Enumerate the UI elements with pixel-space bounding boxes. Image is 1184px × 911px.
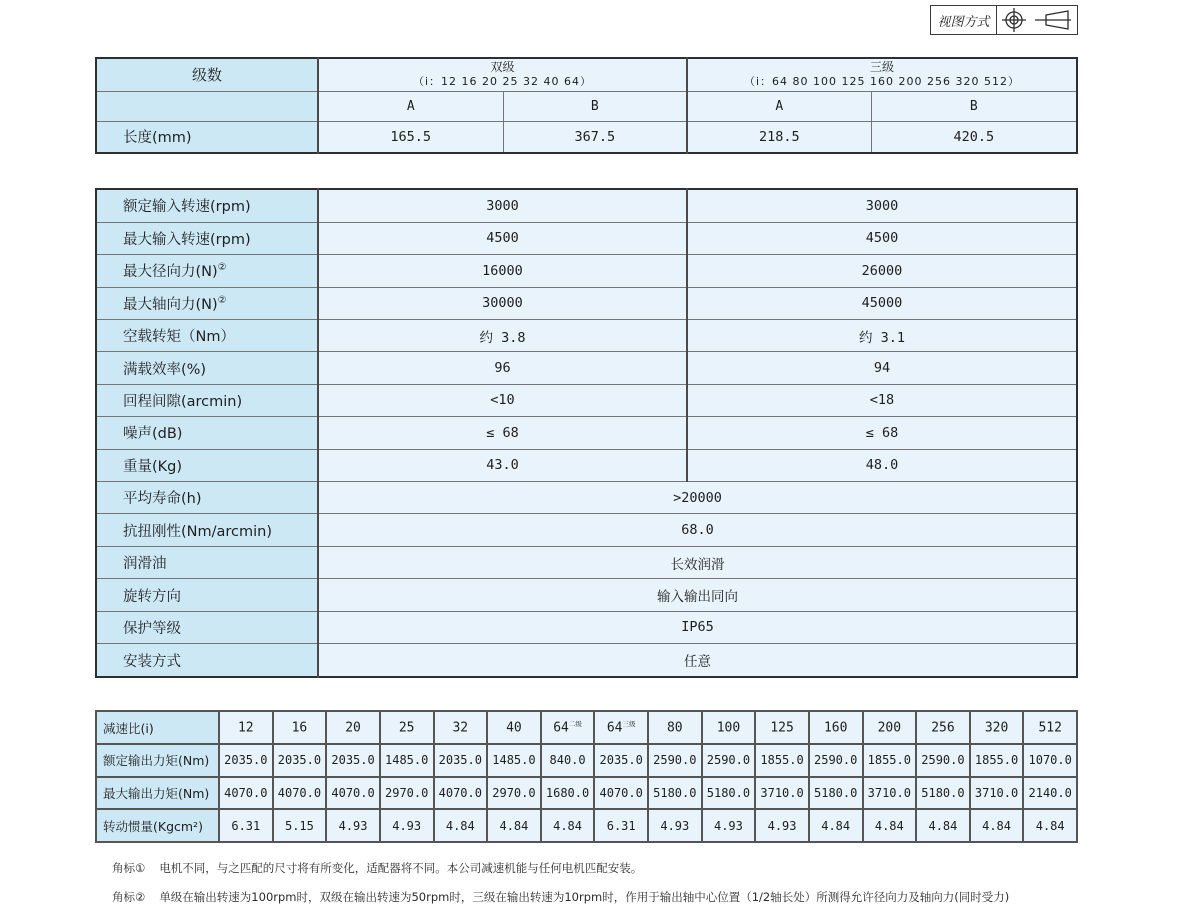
ratio-col-header bbox=[380, 711, 434, 744]
double-stage-value: 43.0 bbox=[318, 449, 687, 481]
torque-cell: 2590.0 bbox=[809, 744, 863, 777]
footnote-text: 电机不同，与之匹配的尺寸将有所变化，适配器将不同。本公司减速机能与任何电机匹配安装。 bbox=[159, 861, 643, 875]
row-label: 空载转矩（Nm） bbox=[123, 329, 235, 346]
table-row bbox=[96, 417, 1077, 449]
table-row bbox=[96, 222, 1077, 254]
projection-frustum-icon[interactable] bbox=[1035, 8, 1073, 32]
footnote-2 bbox=[112, 883, 1009, 911]
ratio-header-label-cell: 减速比(i) bbox=[96, 711, 219, 744]
double-stage-value: 16000 bbox=[318, 255, 687, 287]
triple-stage-header-cell bbox=[687, 58, 1077, 91]
group-ratio-list: （i：12 16 20 25 32 40 64） bbox=[413, 75, 593, 89]
inertia-cell: 4.84 bbox=[434, 809, 488, 842]
footnote-1 bbox=[112, 854, 1009, 883]
full-span-value: 任意 bbox=[318, 644, 1077, 677]
torque-cell: 2035.0 bbox=[594, 744, 648, 777]
label-superscript: ② bbox=[217, 294, 227, 306]
group-ratio-list: （i：64 80 100 125 160 200 256 320 512） bbox=[744, 75, 1020, 89]
ratio-col-header bbox=[809, 711, 863, 744]
inertia-cell: 5.15 bbox=[273, 809, 327, 842]
footnote-tag: 角标② bbox=[112, 890, 146, 904]
inertia-cell: 4.84 bbox=[1023, 809, 1077, 842]
row-label: 额定输入转速(rpm) bbox=[123, 199, 251, 216]
row-label: 最大径向力(N) bbox=[123, 264, 218, 281]
inertia-cell: 6.31 bbox=[219, 809, 273, 842]
inertia-cell: 4.93 bbox=[648, 809, 702, 842]
torque-cell: 2590.0 bbox=[916, 744, 970, 777]
ratio-value: 32 bbox=[452, 720, 469, 736]
empty-label-cell bbox=[96, 91, 318, 121]
row-label: 噪声(dB) bbox=[123, 426, 183, 443]
double-stage-value: 约 3.8 bbox=[318, 319, 687, 351]
inertia-cell: 4.84 bbox=[487, 809, 541, 842]
full-span-value: >20000 bbox=[318, 482, 1077, 514]
torque-cell: 4070.0 bbox=[326, 777, 380, 810]
ratio-col-header bbox=[594, 711, 648, 744]
table-row bbox=[96, 189, 1077, 222]
double-stage-value: ≤ 68 bbox=[318, 417, 687, 449]
torque-cell: 4070.0 bbox=[594, 777, 648, 810]
torque-cell: 3710.0 bbox=[970, 777, 1024, 810]
ratio-value: 125 bbox=[770, 720, 794, 736]
ratio-value: 20 bbox=[345, 720, 361, 736]
ratio-value: 256 bbox=[931, 720, 955, 736]
row-label-cell: 保护等级 bbox=[96, 611, 318, 643]
double-stage-header-cell bbox=[318, 58, 687, 91]
row-label-cell: 抗扭刚性(Nm/arcmin) bbox=[96, 514, 318, 546]
table-row bbox=[96, 579, 1077, 611]
footnote-text: 单级在输出转速为100rpm时，双级在输出转速为50rpm时，三级在输出转速为10rpm时，作用于输出轴中心位置（1/2轴长处）所测得允许径向力及轴向力(同时受力) bbox=[159, 890, 1010, 904]
torque-cell: 2035.0 bbox=[326, 744, 380, 777]
variant-a-header: A bbox=[318, 91, 503, 121]
variant-a-header: A bbox=[687, 91, 871, 121]
ratio-col-header bbox=[326, 711, 380, 744]
ratio-col-header bbox=[648, 711, 702, 744]
stage-superscript: 三级 bbox=[622, 720, 636, 729]
label-superscript: ② bbox=[217, 262, 227, 274]
row-label-cell bbox=[96, 189, 318, 222]
length-value-cell: 420.5 bbox=[871, 121, 1077, 153]
footnotes bbox=[112, 854, 1009, 911]
full-span-value: 长效润滑 bbox=[318, 546, 1077, 578]
view-mode-box bbox=[930, 5, 1078, 35]
row-label-cell: 长度(mm) bbox=[96, 121, 318, 153]
row-label-cell bbox=[96, 384, 318, 416]
row-label-cell bbox=[96, 222, 318, 254]
row-label: 满载效率(%) bbox=[123, 361, 207, 378]
ratio-value: 80 bbox=[666, 720, 683, 736]
row-label: 最大轴向力(N) bbox=[123, 296, 218, 313]
full-span-value: IP65 bbox=[318, 611, 1077, 643]
length-row bbox=[96, 121, 1077, 153]
table-row bbox=[96, 384, 1077, 416]
ratio-value: 512 bbox=[1038, 720, 1062, 736]
inertia-cell: 6.31 bbox=[594, 809, 648, 842]
inertia-cell: 4.93 bbox=[380, 809, 434, 842]
full-span-value: 输入输出同向 bbox=[318, 579, 1077, 611]
torque-cell: 5180.0 bbox=[809, 777, 863, 810]
row-label-cell bbox=[96, 449, 318, 481]
table-row bbox=[96, 546, 1077, 578]
ratio-col-header bbox=[541, 711, 595, 744]
torque-cell: 2970.0 bbox=[487, 777, 541, 810]
triple-stage-value: 26000 bbox=[687, 255, 1077, 287]
torque-cell: 1855.0 bbox=[863, 744, 917, 777]
ratio-value: 64 bbox=[606, 720, 623, 736]
ratio-value: 64 bbox=[553, 720, 569, 736]
double-stage-value: 30000 bbox=[318, 287, 687, 319]
ratio-col-header bbox=[487, 711, 541, 744]
row-label-cell bbox=[96, 255, 318, 287]
ratio-col-header bbox=[273, 711, 327, 744]
row-label: 重量(Kg) bbox=[123, 458, 183, 475]
spec-table bbox=[95, 188, 1078, 678]
table-row bbox=[96, 449, 1077, 481]
torque-cell: 1485.0 bbox=[380, 744, 434, 777]
double-stage-value: <10 bbox=[318, 384, 687, 416]
view-mode-icons bbox=[997, 6, 1077, 34]
double-stage-value: 4500 bbox=[318, 222, 687, 254]
ratio-value: 25 bbox=[398, 720, 415, 736]
triple-stage-value: 48.0 bbox=[687, 449, 1077, 481]
projection-target-icon[interactable] bbox=[1001, 7, 1027, 33]
torque-cell: 2035.0 bbox=[434, 744, 488, 777]
ratio-value: 320 bbox=[984, 720, 1009, 736]
ratio-col-header bbox=[916, 711, 970, 744]
full-span-value: 68.0 bbox=[318, 514, 1077, 546]
row-label-cell bbox=[96, 417, 318, 449]
inertia-cell: 4.84 bbox=[809, 809, 863, 842]
row-label-cell: 安装方式 bbox=[96, 644, 318, 677]
max-output-torque-row bbox=[96, 777, 1077, 810]
length-value-cell: 218.5 bbox=[687, 121, 871, 153]
torque-cell: 4070.0 bbox=[219, 777, 273, 810]
ratio-col-header bbox=[970, 711, 1024, 744]
ratio-value: 12 bbox=[237, 720, 254, 736]
inertia-cell: 4.93 bbox=[326, 809, 380, 842]
torque-cell: 2970.0 bbox=[380, 777, 434, 810]
ratio-table bbox=[95, 710, 1078, 843]
table-row bbox=[96, 611, 1077, 643]
length-value-cell: 367.5 bbox=[503, 121, 687, 153]
view-mode-label: 视图方式 bbox=[931, 6, 997, 34]
torque-cell: 4070.0 bbox=[273, 777, 327, 810]
row-label-cell bbox=[96, 352, 318, 384]
triple-stage-value: ≤ 68 bbox=[687, 417, 1077, 449]
inertia-cell: 4.84 bbox=[916, 809, 970, 842]
triple-stage-value: 45000 bbox=[687, 287, 1077, 319]
table-row bbox=[96, 287, 1077, 319]
ratio-value: 100 bbox=[716, 720, 741, 736]
table-row bbox=[96, 644, 1077, 677]
inertia-cell: 4.84 bbox=[863, 809, 917, 842]
row-label-cell: 润滑油 bbox=[96, 546, 318, 578]
triple-stage-value: <18 bbox=[687, 384, 1077, 416]
torque-cell: 4070.0 bbox=[434, 777, 488, 810]
group-title: 三级 bbox=[870, 60, 895, 75]
row-label-cell bbox=[96, 287, 318, 319]
stage-label-cell: 级数 bbox=[96, 58, 318, 91]
row-label: 回程间隙(arcmin) bbox=[123, 393, 243, 410]
ratio-header-row bbox=[96, 711, 1077, 744]
triple-stage-value: 3000 bbox=[687, 189, 1077, 222]
ratio-value: 200 bbox=[877, 720, 902, 736]
double-stage-value: 3000 bbox=[318, 189, 687, 222]
ratio-col-header bbox=[219, 711, 273, 744]
torque-cell: 1070.0 bbox=[1023, 744, 1077, 777]
table-row bbox=[96, 319, 1077, 351]
torque-cell: 3710.0 bbox=[755, 777, 809, 810]
double-stage-value: 96 bbox=[318, 352, 687, 384]
row-label-cell: 最大输出力矩(Nm) bbox=[96, 777, 219, 810]
length-value-cell: 165.5 bbox=[318, 121, 503, 153]
torque-cell: 840.0 bbox=[541, 744, 595, 777]
row-label-cell: 额定输出力矩(Nm) bbox=[96, 744, 219, 777]
inertia-row bbox=[96, 809, 1077, 842]
torque-cell: 5180.0 bbox=[916, 777, 970, 810]
row-label-cell bbox=[96, 319, 318, 351]
torque-cell: 1485.0 bbox=[487, 744, 541, 777]
footnote-tag: 角标① bbox=[112, 861, 146, 875]
torque-cell: 1855.0 bbox=[755, 744, 809, 777]
ratio-col-header bbox=[863, 711, 917, 744]
stage-table bbox=[95, 57, 1078, 154]
torque-cell: 2590.0 bbox=[702, 744, 756, 777]
ratio-col-header bbox=[755, 711, 809, 744]
torque-cell: 5180.0 bbox=[648, 777, 702, 810]
variant-header-row bbox=[96, 91, 1077, 121]
torque-cell: 2140.0 bbox=[1023, 777, 1077, 810]
ratio-value: 160 bbox=[823, 720, 848, 736]
stage-header-row bbox=[96, 58, 1077, 91]
table-row bbox=[96, 482, 1077, 514]
ratio-value: 40 bbox=[506, 720, 522, 736]
ratio-col-header bbox=[1023, 711, 1077, 744]
row-label-cell: 平均寿命(h) bbox=[96, 482, 318, 514]
torque-cell: 2035.0 bbox=[219, 744, 273, 777]
variant-b-header: B bbox=[871, 91, 1077, 121]
table-row bbox=[96, 352, 1077, 384]
torque-cell: 3710.0 bbox=[863, 777, 917, 810]
ratio-value: 16 bbox=[291, 720, 308, 736]
table-row bbox=[96, 255, 1077, 287]
torque-cell: 1680.0 bbox=[541, 777, 595, 810]
stage-superscript: 二级 bbox=[568, 720, 582, 729]
triple-stage-value: 4500 bbox=[687, 222, 1077, 254]
inertia-cell: 4.93 bbox=[755, 809, 809, 842]
torque-cell: 2035.0 bbox=[273, 744, 327, 777]
torque-cell: 2590.0 bbox=[648, 744, 702, 777]
torque-cell: 1855.0 bbox=[970, 744, 1024, 777]
row-label-cell: 转动惯量(Kgcm²) bbox=[96, 809, 219, 842]
rated-output-torque-row bbox=[96, 744, 1077, 777]
variant-b-header: B bbox=[503, 91, 687, 121]
triple-stage-value: 94 bbox=[687, 352, 1077, 384]
group-title: 双级 bbox=[490, 60, 515, 75]
row-label: 最大输入转速(rpm) bbox=[123, 231, 251, 248]
triple-stage-value: 约 3.1 bbox=[687, 319, 1077, 351]
ratio-col-header bbox=[434, 711, 488, 744]
inertia-cell: 4.84 bbox=[970, 809, 1024, 842]
ratio-col-header bbox=[702, 711, 756, 744]
row-label-cell: 旋转方向 bbox=[96, 579, 318, 611]
table-row bbox=[96, 514, 1077, 546]
inertia-cell: 4.84 bbox=[541, 809, 595, 842]
inertia-cell: 4.93 bbox=[702, 809, 756, 842]
torque-cell: 5180.0 bbox=[702, 777, 756, 810]
